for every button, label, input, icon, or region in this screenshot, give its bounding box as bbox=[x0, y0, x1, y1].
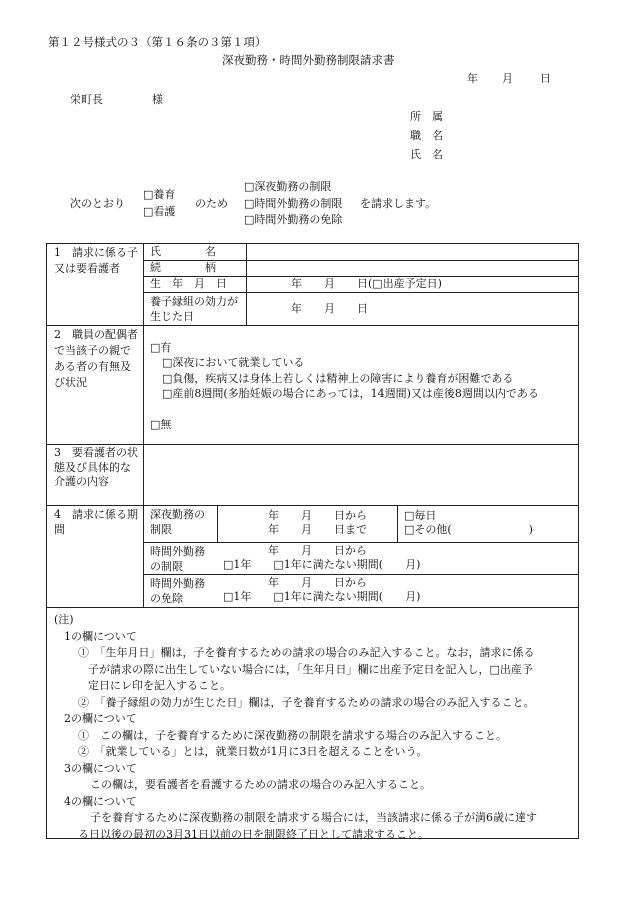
birth-date-label: 生 年 月 日 bbox=[150, 277, 227, 290]
request-prefix: 次のとおり bbox=[70, 197, 125, 210]
section2-label: 2 職員の配偶者で当該子の親である者の有無及び状況 bbox=[54, 328, 138, 389]
notes-heading: (注) bbox=[54, 613, 74, 626]
note1-item1-line1: ① 「生年月日」欄は，子を養育するための請求の場合のみ記入すること。なお，請求に係る bbox=[78, 646, 535, 659]
note1-item1-line2: 子が請求の際に出生していない場合には，「生年月日」欄に出産予定日を記入し，□出産予 bbox=[88, 662, 533, 676]
overtime-limit-from[interactable]: 年 月 日から bbox=[268, 544, 367, 557]
applicant-position-label: 職 名 bbox=[410, 129, 443, 142]
note2-item1: ① この欄は，子を養育するために深夜勤務の制限を請求する場合のみ記入すること。 bbox=[78, 728, 507, 742]
note4-item1-line1: 子を養育するために深夜勤務の制限を請求する場合には，当該請求に係る子が満6歳に達す bbox=[90, 811, 537, 824]
overtime-limit-period[interactable]: □1年 □1年に満たない期間( 月) bbox=[223, 558, 421, 571]
type-overtime-limit-checkbox[interactable]: □時間外勤務の制限 bbox=[244, 197, 343, 210]
note2-item2: ② 「就業している」とは，就業日数が1月に3日を超えることをいう。 bbox=[78, 745, 428, 758]
relation-label: 続 柄 bbox=[150, 261, 216, 274]
addressee-honorific: 様 bbox=[152, 93, 163, 106]
applicant-dept-label: 所 属 bbox=[410, 110, 443, 123]
type-night-limit-checkbox[interactable]: □深夜勤務の制限 bbox=[244, 180, 332, 193]
type-overtime-exempt-checkbox[interactable]: □時間外勤務の免除 bbox=[244, 213, 343, 226]
night-limit-daily-checkbox[interactable]: □毎日 bbox=[404, 509, 437, 522]
overtime-exempt-label: 時間外勤務の免除 bbox=[150, 577, 205, 605]
applicant-name-label: 氏 名 bbox=[410, 148, 443, 161]
addressee-name: 栄町長 bbox=[70, 93, 103, 106]
section3-label: 3 要看護者の状態及び具体的な介護の内容 bbox=[54, 446, 138, 488]
note4-item1-line2: る日以後の最初の3月31日以前の日を制限終了日として請求すること。 bbox=[78, 827, 429, 841]
note1-heading: 1の欄について bbox=[64, 629, 137, 643]
reason-raising-checkbox[interactable]: □養育 bbox=[143, 188, 176, 201]
reason-nursing-checkbox[interactable]: □看護 bbox=[143, 205, 176, 218]
date-year: 年 bbox=[467, 72, 478, 85]
note1-item1-line3: 定日にレ印を記入すること。 bbox=[88, 679, 231, 692]
spouse-no-checkbox[interactable]: □無 bbox=[150, 418, 172, 431]
night-limit-label: 深夜勤務の制限 bbox=[150, 508, 205, 536]
overtime-exempt-from[interactable]: 年 月 日から bbox=[268, 576, 367, 589]
overtime-exempt-period[interactable]: □1年 □1年に満たない期間( 月) bbox=[223, 590, 421, 603]
night-limit-from[interactable]: 年 月 日から bbox=[268, 509, 367, 522]
note3-item1: この欄は，要看護者を看護するための請求の場合のみ記入すること。 bbox=[90, 778, 431, 791]
request-for-label: のため bbox=[195, 197, 228, 210]
adoption-date-label: 養子縁組の効力が生じた日 bbox=[150, 295, 238, 323]
section1-label: 1 請求に係る子又は要看護者 bbox=[54, 246, 138, 275]
child-name-label: 氏 名 bbox=[150, 245, 216, 258]
date-month: 月 bbox=[502, 72, 513, 85]
night-limit-to[interactable]: 年 月 日まで bbox=[268, 523, 367, 536]
birth-date-value[interactable]: 年 月 日(□出産予定日) bbox=[291, 277, 442, 290]
overtime-limit-label: 時間外勤務の制限 bbox=[150, 545, 205, 573]
page-title: 深夜勤務・時間外勤務制限請求書 bbox=[222, 53, 395, 67]
spouse-night-work-checkbox[interactable]: □深夜において就業している bbox=[162, 356, 305, 369]
spouse-yes-checkbox[interactable]: □有 bbox=[150, 341, 172, 354]
section4-label: 4 請求に係る期間 bbox=[54, 508, 138, 536]
note4-heading: 4の欄について bbox=[64, 794, 137, 808]
note2-heading: 2の欄について bbox=[64, 712, 137, 725]
form-number: 第１２号様式の３（第１６条の３第１項） bbox=[48, 35, 267, 49]
spouse-injury-checkbox[interactable]: □負傷，疾病又は身体上若しくは精神上の障害により養育が困難である bbox=[162, 372, 514, 385]
note1-item2: ② 「養子縁組の効力が生じた日」欄は，子を養育するための請求の場合のみ記入すること。 bbox=[78, 695, 535, 709]
notes-section bbox=[54, 612, 579, 843]
note3-heading: 3の欄について bbox=[64, 761, 137, 775]
request-suffix: を請求します。 bbox=[360, 197, 437, 210]
adoption-date-value[interactable]: 年 月 日 bbox=[291, 302, 368, 315]
date-day: 日 bbox=[540, 72, 551, 85]
spouse-maternity-checkbox[interactable]: □産前8週間(多胎妊娠の場合にあっては，14週間)又は産後8週間以内である bbox=[162, 387, 539, 400]
night-limit-other-checkbox[interactable]: □その他( ) bbox=[404, 523, 533, 536]
